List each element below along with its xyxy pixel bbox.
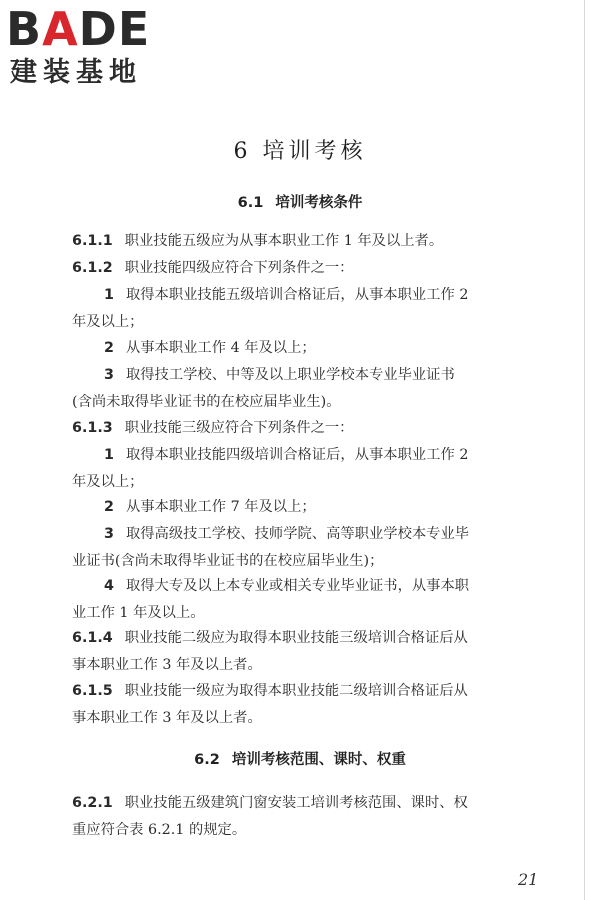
clause-6-1-2-item-3: 3 取得技工学校、中等及以上职业学校本专业毕业证书 (含尚未取得毕业证书的在校应届毕业生)。 <box>72 367 455 410</box>
clause-6-1-4: 6.1.4 职业技能二级应为取得本职业技能三级培训合格证后从 事本职业工作 3 年及以上者。 <box>72 630 468 673</box>
clause-6-1-3-item-3: 3 取得高级技工学校、技师学院、高等职业学校本专业毕 业证书(含尚未取得毕业证书的在校应届毕业生)； <box>72 526 470 569</box>
clause-6-1-3: 6.1.3 职业技能三级应符合下列条件之一： <box>72 420 354 436</box>
section-title-6-1: 6.1 培训考核条件 <box>237 195 363 211</box>
section-title-6-2: 6.2 培训考核范围、课时、权重 <box>194 752 406 768</box>
page-edge-divider <box>584 0 585 900</box>
chapter-title: 6 培训考核 <box>233 139 367 164</box>
clause-6-1-2-item-2: 2 从事本职业工作 4 年及以上； <box>104 340 316 356</box>
page-number: 21 <box>518 870 539 889</box>
logo-subtitle: 建装基地 <box>10 57 142 88</box>
clause-6-1-3-item-2: 2 从事本职业工作 7 年及以上； <box>104 499 316 515</box>
clause-6-1-1: 6.1.1 职业技能五级应为从事本职业工作 1 年及以上者。 <box>72 233 444 249</box>
logo-brand-text: BADE <box>6 2 151 56</box>
clause-6-1-2: 6.1.2 职业技能四级应符合下列条件之一： <box>72 260 354 276</box>
clause-6-1-3-item-4: 4 取得大专及以上本专业或相关专业毕业证书，从事本职 业工作 1 年及以上。 <box>72 578 470 621</box>
clause-6-1-5: 6.1.5 职业技能一级应为取得本职业技能二级培训合格证后从 事本职业工作 3 年及以上者。 <box>72 683 468 726</box>
clause-6-1-3-item-1: 1 取得本职业技能四级培训合格证后，从事本职业工作 2 年及以上； <box>72 447 469 490</box>
clause-6-1-2-item-1: 1 取得本职业技能五级培训合格证后，从事本职业工作 2 年及以上； <box>72 287 469 330</box>
clause-6-2-1: 6.2.1 职业技能五级建筑门窗安装工培训考核范围、课时、权 重应符合表 6.2.1 的规定。 <box>72 795 468 838</box>
bade-logo <box>6 4 176 90</box>
